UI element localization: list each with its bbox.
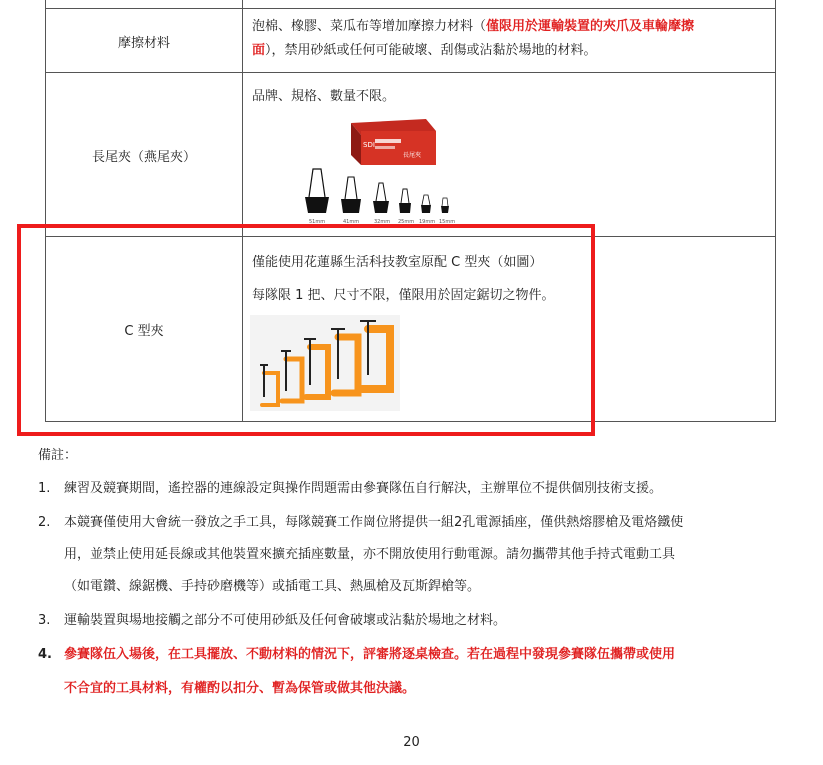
note-item-4: 4. 參賽隊伍入場後，在工具擺放、不動材料的情況下，評審將逐桌檢查。若在過程中發現參賽隊伍攜帶或使用 不合宜的工具材料，有權酌以扣分、暫為保管或做其他決議。 [38, 647, 676, 696]
binder-clip-box [351, 119, 436, 165]
row-label-binder-clip: 長尾夾（燕尾夾） [91, 149, 196, 165]
row-desc-c-clamp-1: 僅能使用花蓮縣生活科技教室原配 C 型夾（如圖） [252, 255, 543, 270]
page-number: 20 [403, 735, 420, 750]
box-brand-logo: SDI [363, 141, 375, 149]
row-desc-c-clamp-2: 每隊限 1 把、尺寸不限，僅限用於固定鋸切之物件。 [252, 288, 555, 303]
table-row-friction [46, 8, 775, 73]
notes-section [38, 444, 783, 703]
clip-size-label: 19mm [419, 219, 436, 225]
binder-clips-row [305, 169, 449, 213]
note-item-1: 1. 練習及競賽期間，遙控器的連線設定與操作問題需由參賽隊伍自行解決，主辦單位不提供個別技術支援。 [38, 481, 663, 496]
highlight-box [17, 224, 595, 436]
box-label: 長尾夾 [403, 152, 422, 159]
row-label-friction: 摩擦材料 [117, 35, 170, 51]
clip-size-label: 51mm [309, 219, 326, 225]
row-label-c-clamp: C 型夾 [124, 324, 164, 339]
row-desc-friction: 泡棉、橡膠、菜瓜布等增加摩擦力材料（僅限用於運輸裝置的夾爪及車輪摩擦 面），禁用砂紙或任何可能破壞、刮傷或沾黏於場地的材料。 [252, 19, 695, 58]
note-item-2: 2. 本競賽僅使用大會統一發放之手工具，每隊競賽工作崗位將提供一組2孔電源插座，僅供熱熔膠槍及電烙鐵使 用，並禁止使用延長線或其他裝置來擴充插座數量，亦不開放使用行動電源。請勿攜帶其他手持式電動工具 （如電鑽、線鋸機、手持砂磨機等）或插電工具、熱風槍及瓦斯銲槍等。 [38, 515, 684, 594]
clip-size-label: 15mm [439, 219, 456, 225]
clip-size-label: 25mm [398, 219, 415, 225]
notes-header: 備註： [38, 448, 78, 463]
partial-row-text [252, 0, 577, 1]
table-row-binder-clip [46, 72, 775, 237]
binder-clip-photo [301, 117, 471, 227]
row-desc-binder-clip: 品牌、規格、數量不限。 [252, 89, 396, 104]
note-item-3: 3. 運輸裝置與場地接觸之部分不可使用砂紙及任何會破壞或沾黏於場地之材料。 [38, 613, 507, 628]
clip-size-label: 32mm [374, 219, 391, 225]
clip-size-label: 41mm [343, 219, 360, 225]
